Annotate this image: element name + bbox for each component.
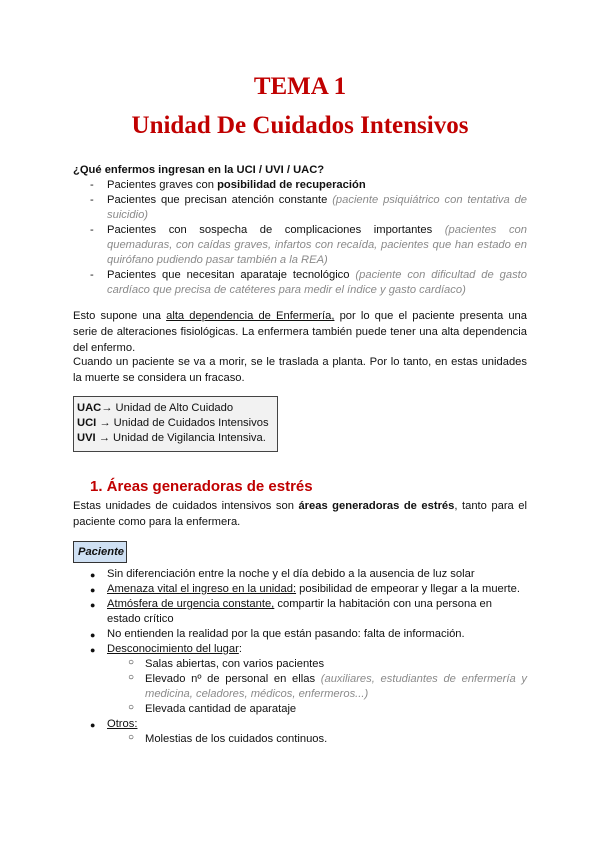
- patient-tag: Paciente: [73, 541, 127, 563]
- bullet-item: Desconocimiento del lugar:: [107, 643, 242, 655]
- section-heading: 1. Áreas generadoras de estrés: [90, 478, 313, 495]
- bullet-icon: ●: [90, 720, 96, 730]
- dash-item: Pacientes con sospecha de complicaciones importantes (pacientes con quemaduras, con caídas graves, infartos con recaída, pacientes que han estado en quirófano pudiendo pasar también a la REA): [107, 224, 527, 266]
- circle-bullet-icon: ○: [128, 672, 135, 683]
- circle-bullet-icon: ○: [128, 657, 135, 668]
- bullet-icon: ●: [90, 585, 96, 595]
- bullet-item: Otros:: [107, 718, 138, 730]
- abbr-row: UVI → Unidad de Vigilancia Intensiva.: [77, 432, 266, 444]
- bullet-icon: ●: [90, 645, 96, 655]
- dash-marker: -: [90, 269, 94, 281]
- dash-marker: -: [90, 179, 94, 191]
- sub-item: Elevado nº de personal en ellas (auxiliares, estudiantes de enfermería y medicina, celadores, médicos, enfermeros...): [145, 673, 527, 700]
- paragraph-death: Cuando un paciente se va a morir, se le traslada a planta. Por lo tanto, en estas unidades la muerte se considera un fracaso.: [73, 356, 527, 384]
- circle-bullet-icon: ○: [128, 702, 135, 713]
- sub-item: Molestias de los cuidados continuos.: [145, 733, 328, 745]
- dash-item: Pacientes que necesitan aparataje tecnológico (paciente con dificultad de gasto cardíaco que precisa de catéteres para medir el índice y gasto cardíaco): [107, 269, 527, 296]
- dash-item: Pacientes que precisan atención constante (paciente psiquiátrico con tentativa de suicidio): [107, 194, 527, 221]
- sub-item: Salas abiertas, con varios pacientes: [145, 658, 325, 670]
- bullet-item: Sin diferenciación entre la noche y el día debido a la ausencia de luz solar: [107, 568, 475, 580]
- bullet-item: Amenaza vital el ingreso en la unidad: posibilidad de empeorar y llegar a la muerte.: [107, 583, 520, 595]
- abbr-row: UAC→ Unidad de Alto Cuidado: [77, 402, 234, 414]
- question-heading: ¿Qué enfermos ingresan en la UCI / UVI / UAC?: [73, 164, 325, 176]
- dash-marker: -: [90, 224, 94, 236]
- dash-item: Pacientes graves con posibilidad de recuperación: [107, 179, 366, 191]
- circle-bullet-icon: ○: [128, 732, 135, 743]
- dash-marker: -: [90, 194, 94, 206]
- sub-item: Elevada cantidad de aparataje: [145, 703, 297, 715]
- paragraph-dependency: Esto supone una alta dependencia de Enfermería, por lo que el paciente presenta una serie de alteraciones fisiológicas. La enfermera también puede tener una alta dependencia del enfermo.: [73, 310, 527, 354]
- bullet-item: No entienden la realidad por la que están pasando: falta de información.: [107, 628, 465, 640]
- section-intro: Estas unidades de cuidados intensivos son áreas generadoras de estrés, tanto para el paciente como para la enfermera.: [73, 500, 527, 528]
- bullet-item: Atmósfera de urgencia constante, compartir la habitación con una persona en estado crítico: [107, 598, 492, 625]
- page-title: TEMA 1: [253, 73, 347, 100]
- abbr-row: UCI → Unidad de Cuidados Intensivos: [77, 417, 269, 429]
- bullet-icon: ●: [90, 630, 96, 640]
- bullet-icon: ●: [90, 600, 96, 610]
- abbreviations-box: [73, 396, 278, 452]
- bullet-icon: ●: [90, 570, 96, 580]
- page-subtitle: Unidad De Cuidados Intensivos: [131, 112, 469, 139]
